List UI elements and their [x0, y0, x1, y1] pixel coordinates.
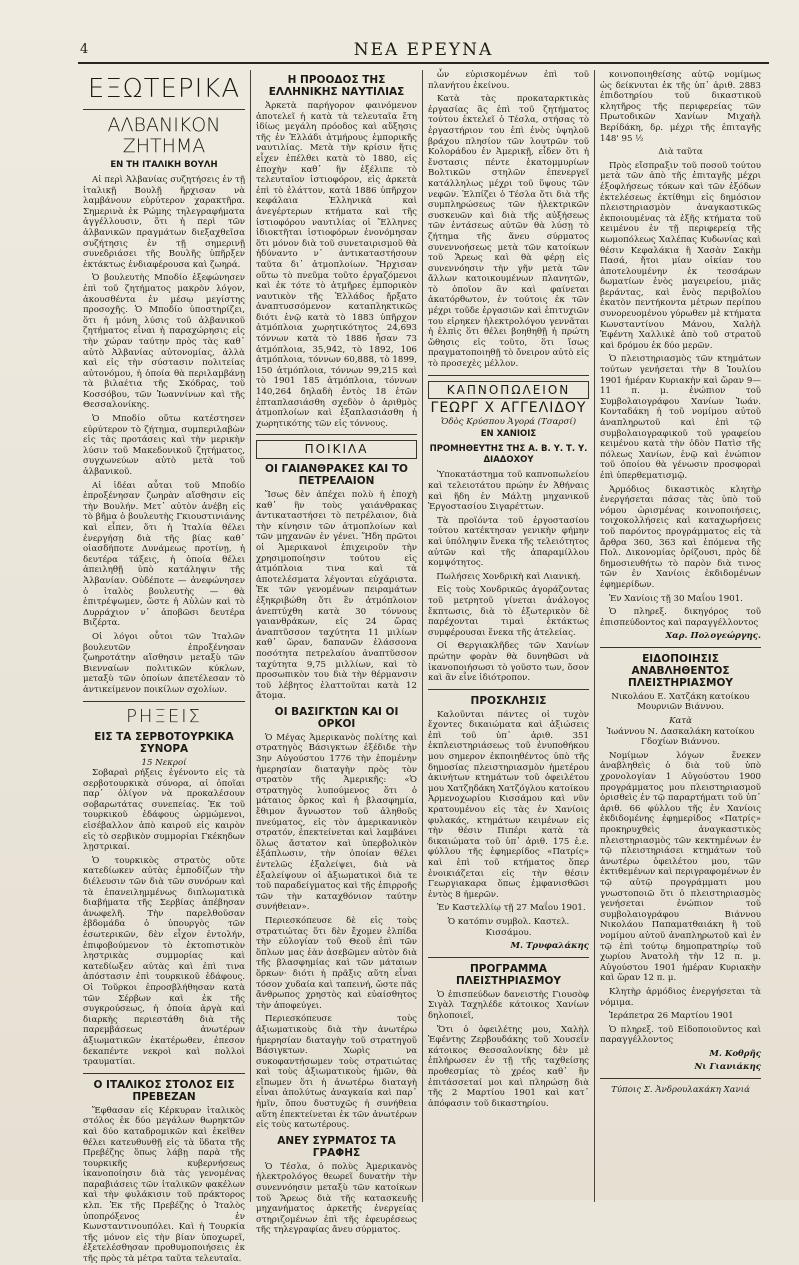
column-3	[422, 70, 594, 1202]
ad-tobacco-supplier: ΠΡΟΜΗΘΕΥΤΗΣ ΤΗΣ Α. Β. Υ. Τ. Υ. ΔΙΑΔΟΧΟΥ	[429, 444, 588, 466]
headline-washington: ΟΙ ΒΑΣΙΓΚΤΩΝ ΚΑΙ ΟΙ ΟΡΚΟΙ	[274, 705, 399, 730]
notice-signature: Χαρ. Πολογεώργης.	[665, 631, 761, 642]
ad-paragraph: Πωλήσεις Χονδρικὴ καὶ Λιανική.	[436, 571, 581, 582]
notice-by: Ὁ κατόπιν συμβολ. Καστελ. Κισσάμου.	[447, 916, 570, 938]
headline-wireless: ΑΝΕΥ ΣΥΡΜΑΤΟΣ ΤΑ ΓΡΑΦΗΣ	[277, 1134, 396, 1159]
divider	[83, 701, 245, 702]
ad-paragraph: Ὑποκατάστημα τοῦ καπνοπωλείου καὶ τελειοτάτου πρώην ἐν Ἀθήναις καὶ ἤδη ἐν Μάλτῃ μηχανικοῦ Ἐργοστασίου Σιγαρέττων.	[428, 470, 589, 513]
ad-paragraph: Οἱ Θεργιακλῆδες τῶν Χανίων πρώτην φορὰν θὰ δυνηθῶσι νὰ ἱκανοποιήσωσι τὸ γοῦστο των, ὅσον καὶ ἂν εἶνε ἰδιότροπον.	[428, 641, 589, 684]
notice-by: Ὁ πληρεξ. δικηγόρος τοῦ ἐπισπεύδοντος καὶ παραγγέλλοντος	[600, 607, 761, 628]
notice-place-date: Ἐν Καστελλίῳ τῇ 27 Μαΐου 1901.	[437, 903, 586, 914]
article-paragraph: Ἴσως δὲν ἀπέχει πολὺ ἡ ἐποχὴ καθ᾿ ἣν τοὺς γαιάνθρακας ἀντικαταστήσει τὸ πετρέλαιον, διὰ τὴν κίνησιν τῶν ἀτμοπλοίων καὶ τῶν μηχανῶν ἐν γένει. Ἤδη πρῶτοι οἱ Ἀμερικανοὶ ἐπιχειροῦν τὴν χρησιμοποίησιν τούτου εἰς ἀτμόπλοια τινα καὶ τὰ ἀποτελέσματα λέγονται εὐχάριστα. Ἐκ τῶν γενομένων πειραμάτων ἐξηκριβώθη ὅτι ἓν ἀτμόπλοιον ἀνεπτύχθη κατὰ 30 τόννους γαιανθράκων, εἰς 24 ὥρας ἀναπτῦσσον ταχύτητα 11 μιλίων καθ᾿ ὥραν, δαπανῶν ἐλάσσονα ποσότητα πετρελαίου ἀναπτῦσσον ταχύτητα 9,75 μιλλίων, καὶ τὸ προσωπικὸν του διὰ τὴν θέρμανσιν τοῦ λέβητος ἐλαττοῦται κατὰ 12 ἄτομα.	[256, 490, 417, 702]
section-title-miscellany: ΠΟΙΚΙΛΑ	[256, 440, 417, 459]
subheadline-rixeis: ΕΙΣ ΤΑ ΣΕΡΒΟΤΟΥΡΚΙΚΑ ΣΥΝΟΡΑ	[94, 730, 234, 755]
column-2	[250, 70, 422, 1236]
divider	[83, 1073, 245, 1074]
headline-invitation: ΠΡΟΣΚΛΗΣΙΣ	[470, 694, 547, 707]
ad-paragraph: Τὰ προϊόντα τοῦ ἐργοστασίου τούτου κατέκτησαν γενικὴν φήμην καὶ ὑπόληψιν ἕνεκα τῆς τελειότητος αὐτῶν καὶ τῆς ἀπαραμίλλου κομψότητος.	[428, 515, 589, 569]
notice-paragraph: κοινοποιηθείσης αὐτῷ νομίμως ὡς δείκνυται ἐκ τῆς ὑπ᾿ ἀριθ. 2883 ἐπιδοτηρίου τοῦ δικαστικοῦ κλητῆρος τῆς περιφερείας τῶν Πρωτοδικῶν Χανίων Μιχαὴλ Βερίδάκη, δρ. μέχρι τῆς ἐπιταγῆς 148' 95 ½	[600, 70, 761, 144]
ad-paragraph: Εἰς τοὺς Χονδρικῶς ἀγοράζοντας τοῦ μετρητοῦ γίνεται ἀνάλογος ἔκπτωσις, διὰ τὸ ἐξωτερικὸν δὲ παρέχονται τιμαὶ ἐκτάκτως συμφέρουσαι ἕνεκα τῆς ἀτελείας.	[428, 585, 589, 638]
notice-by: Ὁ πληρεξ. τοῦ Εἰδοποιοῦντος καὶ παραγγέλλοντος	[600, 1024, 761, 1046]
subheadline-dead: 15 Νεκροί	[141, 757, 187, 768]
divider	[600, 1078, 761, 1079]
headline-albanian: ΑΛΒΑΝΙΚΟΝ ΖΗΤΗΜΑ	[107, 114, 221, 157]
article-paragraph: Ὁ τουρκικὸς στρατὸς οὔτε κατεδίωκεν αὐτὰς ἐμποδίζων τὴν διέλευσιν τῶν διὰ τῶν συνόρων καὶ τὰ ἐπανειλημμένως διπλωματικὰ διαβήματα τῆς Σερβίας ἀπέβησαν ἀνωφελῆ. Τὴν παρελθοῦσαν ἑβδομάδα ὁ ὑπουργὸς τῶν ἐσωτερικῶν, δὲν εἶχον ἐντολήν, ἐπιφοβούμενον τὸ ἐκτοπιστικὸν ληστρικὰς συμμορίας καὶ κατεδίωξεν αὐτὰς καὶ ἐπὶ τινα ἀπόστασιν ἐπὶ τουρκικοῦ ἐδάφους. Οἱ Τοῦρκοι ἐπροσβλήθησαν κατὰ τῶν Σέρβων καὶ ἐκ τῆς συγκρούσεως, ἡ ὁποία ἀργὰ καὶ διαρκὴς περιεστάθη διὰ τῆς παρεμβάσεως ἀνωτέρων ἀξιωματικῶν ἑκατέρωθεν, ἐπεσον δεκαπέντε νεκροὶ καὶ πολλοὶ τραυματίαι.	[83, 855, 245, 1068]
article-paragraph: Αἱ ἰδέαι αὗται τοῦ Μποδίο ἐπροξένησαν ζωηρὰν αἴσθησιν εἰς τὴν Βουλήν. Μετ᾿ αὐτὸν ἀνέβη εἰς τὸ βῆμα ὁ βουλευτὴς Γκιουστινιάνης καὶ εἶπεν, ὅτι ἡ Ἰταλία θέλει ἐνεργήσῃ διὰ τῆς βίας καθ᾿ οἱασδήποτε Δυνάμεως προτίνῃ, ἡ δευτέρα τάξεις, ἡ ὁποία θέλει ἀπειληθῇ ὑπὸ κατάληψιν τῆς Ἀλβανίαν. Οὐδέποτε — ἀνεφώνησεν ὁ ἰταλὸς βουλευτὴς — θὰ ἐπιτρέψωμεν, ὥστε ἡ Αὐλὼν καὶ τὸ Δυρράχιον ν᾿ ἀποβῶσι δευτέρα Βιζέρτα.	[83, 480, 245, 629]
notice-debtor: Ἰωάννου Ν. Δασκαλάκη κατοίκου Γδοχίων Βιάννου.	[606, 726, 755, 748]
section-title-foreign: ΕΞΩΤΕΡΙΚΑ	[87, 74, 241, 104]
columns	[78, 70, 769, 1265]
column-4	[594, 70, 766, 1202]
notice-paragraph: Ἀρμόδιος δικαστικὸς κλητὴρ ἐνεργήσεται πάσας τὰς ὑπὸ τοῦ νόμου ὡρισμένας κοινοποιήσεις, τοιχοκολλήσεις καὶ καταχωρήσεις τοῦ παρόντος προγράμματος εἰς τὰ ἄρθρα 360, 363 καὶ ἑπόμενα τῆς Πολ. Δικονομίας ὁρίζουσι, πρὸς δὲ δημοσιευθήτω τὸ παρὸν διὰ τινος τῶν ἐν Χανίοις ἐκδιδομένων ἐφημερίδων.	[600, 484, 761, 590]
article-paragraph: Σοβαραὶ ρήξεις ἐγένοντο εἰς τὰ σερβοτουρκικὰ σύνορα, αἱ ὁποῖαι παρ᾿ ὀλίγον νὰ προκαλέσουν σοβαρωτάτας συνεπείας. Ἐκ τοῦ τουρκικοῦ ἐδάφους ὡρμώμενοι, εἰσέβαλλον ἀπὸ καιροῦ εἰς καιρὸν εἰς τὸ σερβικὸν συμμορίαι Γκέκηδων λῃστρικαί.	[83, 768, 245, 853]
masthead: ΝΕΑ ΕΡΕΥΝΑ	[353, 40, 494, 60]
headline-fleet: Ο ΙΤΑΛΙΚΟΣ ΣΤΟΛΟΣ ΕΙΣ ΠΡΕΒΕΖΑΝ	[93, 1078, 235, 1103]
notice-paragraph: Πρὸς εἴσπραξιν τοῦ ποσοῦ τούτου μετὰ τῶν ἀπὸ τῆς ἐπιταγῆς μέχρι ἐξοφλήσεως τόκων καὶ τῶν ἐξόδων ἐκτελέσεως ἐκτίθημι εἰς δημόσιον πλειστηριασμὸν ἀναγκαστικῶς ἐκποιουμένας τὰ ἑξῆς κτήματα τοῦ κειμένου ἐν τῇ περιφερείᾳ τῆς κωμοπόλεως Χαλέπας Κυδωνίας καὶ θέσιν Κεφαλάκια ἢ Χασὰν Σακὴμ Πασά, ἤτοι μίαν οἰκίαν του ἀποτελουμένην ἐκ τεσσάρων δωματίων ἐνὸς μαγειρείου, μιᾶς βεράντας, καὶ ἐνὸς περιβολίου ἐκατὸν πεντήκοντα μέτρων περίπου συνορευομένου γύρωθεν μὲ κτήματα Κωνσταντίνου Μάνου, Χαλὴλ Ἐφέντη Χαλλικὲ ἀπὸ τοῦ στρατοῦ καὶ δρόμου ἐκ δύο μερῶν.	[600, 160, 761, 351]
divider	[428, 957, 589, 958]
notice-signature: Μ. Κοθρῆς	[709, 1048, 761, 1059]
headline-coal: ΟΙ ΓΑΙΑΝΘΡΑΚΕΣ ΚΑΙ ΤΟ ΠΕΤΡΕΛΑΙΟΝ	[265, 463, 408, 487]
notice-cause: Διὰ ταῦτα	[658, 147, 703, 158]
page-header	[78, 32, 769, 64]
notice-paragraph: Ὁ πλειστηριασμὸς τῶν κτημάτων τούτων γενήσεται τὴν 8 Ἰουλίου 1901 ἡμέραν Κυριακὴν καὶ ὥραν 9—11 π. μ. ἐνώπιον τοῦ Συμβολαιογράφου Χανίων Ἰωάν. Κονταδάκη ἡ τοῦ νομίμου αὐτοῦ ἀναπληρωτοῦ καὶ ἐπὶ τῷ συμβολαιογραφικοῦ τοῦ γραφείου κειμένου κατὰ τὴν ὁδὸν Πατὶσ τῆς πόλεως Χανίων, ἐνῷ καὶ ἐνώπιον τοῦ ὁποίου θὰ γένωσιν προσφοραὶ ἐπὶ ὑπερθεματισμῷ.	[600, 354, 761, 481]
notice-paragraph: Ὁ ἐπισπεύδων δανειστὴς Γιουσὸφ Σιγὰλ Ταχηλέδε κάτοικος Χανίων δηλοποιεῖ,	[428, 989, 589, 1021]
page-number: 4	[80, 42, 89, 57]
article-paragraph: Ὁ Μποδίο οὕτω κατέστησεν εὐρύτερον τὸ ζήτημα, συμπεριλαβὼν εἰς τὰς προτάσεις καὶ τὴν μερικὴν λύσιν τοῦ Μακεδονικοῦ ζητήματος, συγχωνεύων αὐτὸ μετὰ τοῦ ἀλβανικοῦ.	[83, 414, 245, 478]
headline-shipping: Η ΠΡΟΟΔΟΣ ΤΗΣ ΕΛΛΗΝΙΚΗΣ ΝΑΥΤΙΛΙΑΣ	[268, 74, 405, 98]
notice-signature: Νι Γιανιάκης	[694, 1062, 761, 1073]
notice-signature: Μ. Τρυφαλάκης	[510, 941, 589, 952]
printer-imprint: Τύποις Σ. Ἀνδρουλακάκη Χανιά	[611, 1085, 750, 1096]
divider	[83, 109, 245, 110]
notice-paragraph: Ὅτι ὁ ὀφειλέτης μου, Χαλὴλ Ἐφέντης Ζερβουδάκης τοῦ Χουσεΐν κάτοικος Θεσσαλονίκης δὲν μὲ ἐπλήρωσεν ἐν τῇ τῆς ταχθείσης προθεσμίας τὸ χρέος καθ᾿ ἣν ἐπιτάσσεταί μοι καὶ πληρώσῃ διὰ τῆς 2 Μαρτίου 1901 καὶ κατ᾿ ἀπόφασιν τοῦ δικαστηρίου.	[428, 1024, 589, 1109]
article-paragraph: Περιεσκόπευσε δὲ εἰς τοὺς στρατιώτας ὅτι δὲν ἔχομεν ἐλπίδα τὴν εὐλογίαν τοῦ Θεοῦ ἐπὶ τῶν ὅπλων μας ἐὰν ἀσεβῶμεν αὐτὸν διὰ τῆς βλασφημίας καὶ τῶν μάταιων ὅρκων· διότι ἡ πρᾶξις αὕτη εἶναι τόσον χυδαία καὶ ταπεινή, ὥστε πᾶς ἄνθρωπος χρηστὸς καὶ εὐαίσθητος τὴν ἀποφεύγει.	[256, 915, 417, 1011]
column-1	[78, 70, 250, 1265]
article-paragraph: Οἱ λόγοι οὗτοι τῶν Ἰταλῶν βουλευτῶν ἐπροξένησαν ζωηροτάτην αἴσθησιν μεταξὺ τῶν Βιενναίων πολιτικῶν κύκλων, μεταξὺ τῶν ὁποίων ἀπετέλεσαν τὸ ἀντικείμενον ποικίλων σχολίων.	[83, 631, 245, 695]
article-paragraph: Κατὰ τὰς προκαταρκτικὰς ἐργασίας ἃς ἐπὶ τοῦ ζητήματος τούτου ἐκτελεῖ ὁ Τέσλα, στήσας τὸ ἐργαστήριον του ἐπὶ ἑνὸς ὑψηλοῦ βράχου πλησίον τῶν λουτρῶν τοῦ Κολοράδου ἐν Ἀμερικῇ, εἶδεν ὅτι ἡ ἔνστασις πέντε ἑκατομμυρίων Βολτικῶν στηλῶν ἐπενεργεῖ κατάλληλως μέχρι τοῦ ὕψους τῶν νεφῶν. Ἐλπίζει ὁ Τέσλα ὅτι διὰ τῆς συμπληρώσεως τῶν ἠλεκτρικῶν συσκευῶν καὶ διὰ τῆς αὐξήσεως τῶν ἐντάσεως αὐτῶν θὰ λύσῃ τὸ ζήτημα τῆς ἄνευ σύρματος συνεννοήσεως μετὰ τῶν κατοίκων τοῦ Ἄρεως καὶ θὰ φέρῃ εἰς συνεννόησιν τὴν γῆν μετὰ τῶν ἄλλων κατοικουμένων πλανητῶν, τὸ ὁποῖον ἂν καὶ φαίνεται ἀκατόρθωτον, ἐν τούτοις ἐκ τῶν μέχρι τοῦδε ἐργασιῶν καὶ ἐπιτυχιῶν του εἰρηκεν ἠλεκτρολόγου γεννᾶται ἡ ἐλπὶς ὅτι θέλει βοηθηθῇ ἡ πρώτη ὤθησις εἰς τοῦτο, ὅτι ἴσως πραγματοποιηθῇ τὸ ὄνειρον αὐτὸ εἰς τὸ προσεχὲς μέλλον.	[428, 94, 589, 370]
headline-postponed-auction: ΕΙΔΟΠΟΙΗΣΙΣ ΑΝΑΒΛΗΘΕΝΤΟΣ ΠΛΕΙΣΤΗΡΙΑΣΜΟΥ	[628, 652, 733, 689]
article-paragraph: Ἔφθασαν εἰς Κέρκυραν ἰταλικὸς στόλος ἐκ δύο μεγάλων θωρηκτῶν καὶ δύο καταδρομικῶν καὶ ἐκεῖθεν θέλει κατευθυνθῇ εἰς τὰ ὕδατα τῆς Πρεβέζης ὅπως λάβῃ παρὰ τῆς τουρκικῆς κυβερνήσεως ἱκανοποίησιν διὰ τὰς γενομένας παραβιάσεις τῶν ἰταλικῶν φακέλων καὶ τὴν φυλάκισιν τοῦ πράκτορος κλπ. Ἐκ τῆς Πρεβέζης ὁ Ἰταλὸς ὑποπρόξενος ἐν Κωνσταντινουπόλει. Καὶ ἡ Τουρκία τῆς μόνον εἰς τὴν βίαν ὑποχωρεῖ, ἐξετελέσθησαν προθυμοποιήσεις ἐκ τῆς πρὸς τὰ μέτρα ταῦτα τελευταῖα.	[83, 1105, 245, 1265]
notice-paragraph: Κλητὴρ ἁρμόδιος ἐνεργήσεται τὰ νόμιμα.	[600, 986, 761, 1008]
notice-parties: Νικολάου Ε. Χατζάκη κατοίκου Μουρνιῶν Βιάννου.	[611, 691, 750, 713]
article-paragraph: Ὁ βουλευτὴς Μποδίο ἐξεφώνησεν ἐπὶ τοῦ ζητήματος μακρὸν λόγον, ἀκουσθέντα ἐν μέσῳ μεγίστης προσοχῆς. Ὁ Μποδίο ὑποστηρίζει, ὅτι ἡ μόνη λύσις τοῦ ἀλβανικοῦ ζητήματος εἶναι ἡ παραχώρησις εἰς τὴν χώραν ταύτην πρὸς τὰς καθ᾿ αὑτὸ Ἀλβανίας αὐτονομίας, ἀλλὰ καὶ εἰς τὴν σύστασιν πολιτείας αὐτονόμου, ἡ ὁποία θὰ περιλαμβάνῃ τὰ βιλαέτια τῆς Σκόδρας, τοῦ Κοσσόβου, τῶν Ἰωαννίνων καὶ τῆς Θεσσαλονίκης.	[83, 273, 245, 411]
article-paragraph: Περιεσκόπευσε τοὺς ἀξιωματικοὺς διὰ τὴν ἀνωτέρω ἡμερησίαν διαταγὴν τοῦ στρατηγοῦ Βάσιγκτων. Χωρὶς να συκοφαντήσωμεν τοὺς στρατιώτας καὶ τοὺς ἀξιωματικοὺς ἡμῶν, θὰ εἴπωμεν ὅτι ἡ ἀνωτέρω διαταγὴ εἶναι ἀπολύτως ἀναγκαία καὶ παρ᾿ ἡμῖν, ὅπου δυστυχῶς ἡ συνήθεια αὕτη ἐπεκτείνεται ἐκ τῶν ἀνωτέρων εἰς τοὺς κατωτέρους.	[256, 1014, 417, 1131]
notice-against: Κατὰ	[669, 716, 692, 727]
ad-tobacco-title: ΚΑΠΝΟΠΩΛΕΙΟΝ	[428, 381, 589, 400]
article-paragraph: ὧν εὑρισκομένων ἐπὶ τοῦ πλανήτου ἐκείνου.	[428, 70, 589, 91]
divider	[256, 434, 417, 435]
headline-auction-program: ΠΡΟΓΡΑΜΜΑ ΠΛΕΙΣΤΗΡΙΑΣΜΟΥ	[456, 962, 561, 987]
article-paragraph: Αἱ περὶ Ἀλβανίας συζητήσεις ἐν τῇ ἰταλικῇ Βουλῇ ἤρχισαν νὰ λαμβάνουν εὐρύτερον χαρακτῆρα. Σημερινὰ ἐκ Ρώμης τηλεγραφήματα ἀγγέλλουσιν, ὅτι ἡ περὶ τῶν ἀλβανικῶν πραγμάτων διεξαχθεῖσα συζήτησις ἐν τῇ σημερινῇ συνεδριάσει τῆς Βουλῆς ὑπῆρξεν ἐκτάκτως ἐνδιαφέρουσα καὶ ζωηρά.	[83, 175, 245, 270]
subheadline-albanian: ΕΝ ΤΗ ΙΤΑΛΙΚΗ ΒΟΥΛΗ	[110, 160, 218, 170]
divider	[428, 375, 589, 376]
notice-place-date: Ἐν Χανίοις τῇ 30 Μαΐου 1901.	[609, 593, 743, 604]
headline-rixeis: ΡΗΞΕΙΣ	[126, 705, 202, 727]
divider	[600, 647, 761, 648]
article-paragraph: Ὁ Τέσλα, ὁ πολὺς Ἀμερικανὸς ἠλεκτρολόγος θεωρεῖ δυνατὴν τὴν συνεννόησιν μεταξὺ τῶν κατοίκων τοῦ Ἄρεως διὰ τῆς κατασκευῆς μηχανήματος ἀρκετῆς ἐνεργείας στηριζομένων ἐπὶ τῆς ἐφευρέσεως τῆς τηλεγραφίας ἄνευ σύρματος.	[256, 1161, 417, 1236]
ad-tobacco-owner: ΓΕΩΡΓ Χ ΑΓΓΕΛΙΔΟΥ	[430, 400, 587, 417]
notice-paragraph: Νομίμων λόγων ἕνεκεν ἀναβληθεὶς ὁ διὰ τοῦ ὑπὸ χρονολογίαν 1 Αὐγούστου 1900 προγράμματος μου πλειστηριασμοῦ ὁρισθεὶς ἐν τῷ παραρτήματι τοῦ ὑπ᾿ ἀριθ. 66 φύλλου τῆς ἐν Χανίοις ἐκδιδομένης ἐφημερίδος «Πατρίς» προκηρυχθεὶς ἀναγκαστικὸς πλειστηριασμὸς τῶν κεκτημένων ἐν τῷ πλειστηριάσει κτημάτων τοῦ ἀνωτέρω ὀφειλέτου μου, τῶν ἐκτιθεμένων καὶ περιγραφομένων ἐν τῷ αὐτῷ προγράμματι μου γνωστοποιῶ ὅτι ὁ πλειστηριασμὸς γενήσεται ἐνώπιον τοῦ συμβολαιογράφου Βιάννου Νικολάου Παπαματθαιάκη ἢ τοῦ νομίμου αὐτοῦ ἀναπληρωτοῦ καὶ ἐν τῷ ἐπὶ τούτῳ δημοπρατηρίῳ τοῦ χωρίου Ἀνατολὴ τὴν 12 π. μ. Αὐγούστου 1901 ἡμέραν Κυριακὴν καὶ ὥραν 12 π. μ.	[600, 750, 761, 984]
ad-tobacco-city: ΕΝ ΧΑΝΙΟΙΣ	[480, 429, 537, 440]
divider	[428, 689, 589, 690]
article-paragraph: Ὁ Μέγας Ἀμερικανὸς πολίτης καὶ στρατηγὸς Βάσιγκτων ἐξέδιδε τὴν 3ην Αὐγούστου 1776 τὴν ἑπομένην ἡμερησίαν διαταγὴν πρὸς τὸν στρατὸν τῆς Ἀμερικῆς: «Ὁ στρατηγὸς λυπούμενος ὅτι ὁ μάταιος ὅρκος καὶ ἡ βλασφημία, ἔθιμον ἄγνωστον τοῦ ἀληθοῦς πνεύματος, εἰς τὸν ἀμερικανικὸν στρατόν, ἐπεκτείνεται καὶ λαμβάνει ὅλως ἄστατον καὶ ὑπερβολικὸν ἐξάπλωσιν, τὴν ὁποίαν θέλει ἐντελῶς ἐξαλείψει, διὰ νὰ ἐξαλείψουν οἱ ἀξιωματικοὶ διὰ τε τοῦ παραδείγματος καὶ τῆς ἐπιρροῆς τῶν τὴν καταχθόνιον ταύτην συνήθειαν».	[256, 732, 417, 913]
notice-place-date: Ἱεράπετρα 26 Μαρτίου 1901	[609, 1011, 734, 1022]
article-paragraph: Ἀρκετὰ παρήγορον φαινόμενον ἀποτελεῖ ἡ κατὰ τὰ τελευταῖα ἔτη ἰδίως μεγάλη πρόοδος καὶ αὔξησις τῆς ἐν Ἑλλάδι ἀτμήρους ἐμπορικῆς ναυτιλίας. Μετὰ τὴν κρίσιν ἥτις εἶχεν ἐπέλθει κατὰ τὸ 1880, εἰς ἐποχὴν καθ᾿ ἣν ἐξέλιπε τὸ τελευταῖον ἱστιοφόρον, εἰς ἀρκετὰ ἐπὶ τὸ ἐλάττον, κατὰ 1886 ὑπῆρχον κεφάλαια Ἑλληνικὰ καὶ ἀνεγέρτερων κτήματα καὶ τῆς ἱστιοφόρου ναυτιλίας οἱ Ἕλληνες ἰδιοκτῆται ἱστιοφόρων ἐνονόμησαν ὅτι μόνον διὰ τοῦ συνεταιρισμοῦ θὰ ἠδύναντο ν᾿ ἀντικαταστήσουν ταῦτα δι᾿ ἀτμοπλοίων. Ἤρχισαν οὕτω τὸ πνεῦμα τοῦτο ἐργαζόμενοι καὶ ἐκ τότε τὸ ἀτμῆρες ἐμπορικὸν ναυτικὸν τῆς Ἑλλάδος ἤρξατο ἀναπτυσσόμενον καταπληκτικῶς διότι ἐνῷ κατὰ τὸ 1883 ὑπῆρχον ἀτμόπλοια χωρητικότητος 24,693 τόννων κατὰ τὸ 1886 ἦσαν 73 ἀτμόπλοια, 35,942, τὸ 1892, 106 ἀτμόπλοια, τόννων 60,888, τὸ 1899, 150 ἀτμόπλοια, τόννων 99,215 καὶ τὸ 1901 185 ἀτμόπλοια, τόννων 140,264 δηλαδὴ ἐντὸς 18 ἐτῶν ἐπταπλασιάσθη σχεδὸν ὁ ἀριθμὸς ἀτμοπλοίων καὶ ἑξαπλασιάσθη ἡ χωρητικότης τῶν εἰς τόννους.	[256, 101, 417, 429]
notice-paragraph: Καλοῦνται πάντες οἱ τυχὸν ἔχοντες δικαιώματα καὶ ἀξιώσεις ἐπὶ τοῦ ὑπ᾿ ἀριθ. 351 ἐκπλειστηριάσεως τοῦ ἐνυποθήκου μου σημερον ἐκποιηθέντος ὑπὸ τῆς δημοσίας πλειστηριασμὸν ἡμετέρου ἀκινήτων κτημάτων τοῦ ὀφειλέτου μου Χατζηδάκη Χατζόγλου κατοίκου Ἀρμενοχωρίου Κισσάμου καὶ νῦν κρατουμένου εἰς τὰς ἐν Χανίοις φυλακάς, κτημάτων κειμένων εἰς τὴν θέσιν Πιπέρι κατὰ τὰ δικαιώματα τοῦ ὑπ᾿ ἀριθ. 175 ἐ.ε. φύλλου τῆς ἐφημερίδος «Πατρίς» καὶ ἐπὶ τοῦ κτήματος ὅπερ ἐνοικιάζεται εἰς τὴν θέσιν Γεωργιακαρα ὅπως ἐμφανισθῶσι ἐντὸς 8 ἡμερῶν.	[428, 709, 589, 900]
ad-tobacco-address: Ὁδὸς Κρύσπου Ἀγορά (Τσαρσί)	[440, 416, 577, 427]
